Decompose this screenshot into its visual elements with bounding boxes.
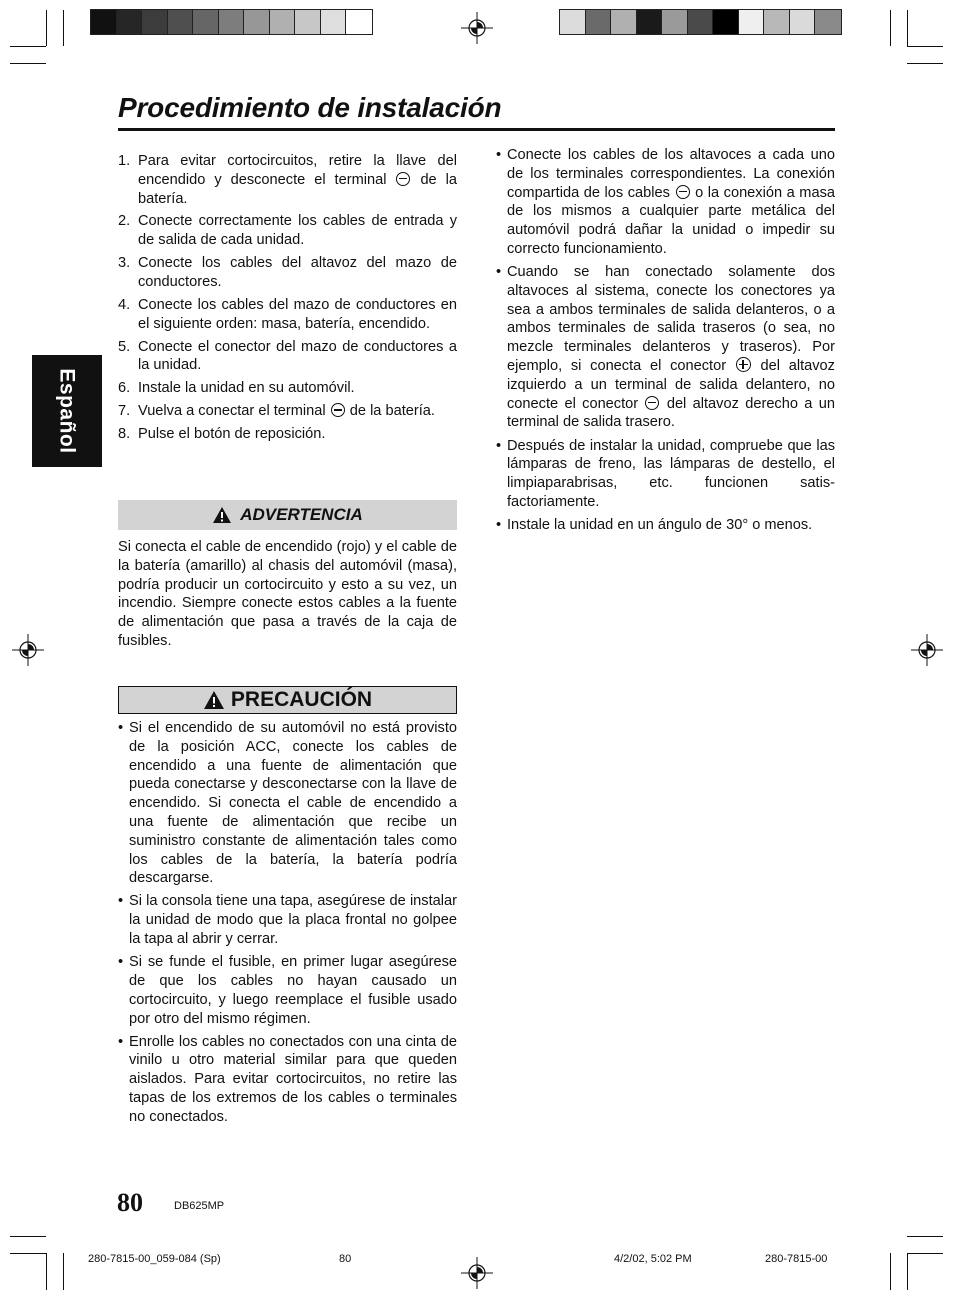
step-item xyxy=(118,212,457,250)
list-item-text: Después de instalar la unidad, compruebe que las lámparas de freno, las lámparas de destello, el limpiaparabrisas, etc. funcionen satis-factoriamente. xyxy=(507,437,835,510)
list-item-text: Si la consola tiene una tapa, asegúrese de instalar la unidad de modo que la placa frontal no golpee la tapa al abrir y cerrar. xyxy=(129,893,457,948)
list-item xyxy=(496,146,835,259)
list-item-text-part: o la conexión a masa de los mismos a cualquier parte metálica del automóvil podrá dañar la unidad o impedir su correcto funcionamiento. xyxy=(507,184,835,257)
minus-terminal-icon xyxy=(396,172,410,186)
list-item-text-part: Cuando se han conectado solamente dos altavoces al sistema, conecte los conectores ya sea a ambos terminales de salida delanteros, o a ambos terminales de salida traseros (o sea, no mezcle terminales delanteros y traseros). Por ejemplo, si conecta el conector xyxy=(507,264,835,375)
crop-mark xyxy=(890,10,891,46)
color-swatch xyxy=(168,10,194,34)
list-item xyxy=(118,719,457,888)
list-item xyxy=(496,437,835,512)
list-item xyxy=(496,516,835,535)
color-swatch xyxy=(244,10,270,34)
crop-mark xyxy=(10,1253,46,1254)
list-item-text xyxy=(507,146,835,259)
list-item xyxy=(496,263,835,432)
crop-mark xyxy=(907,46,943,47)
color-swatch xyxy=(790,10,816,34)
step-text xyxy=(138,402,457,421)
step-item xyxy=(118,254,457,292)
color-swatch xyxy=(295,10,321,34)
crop-mark xyxy=(46,10,47,46)
title-rule xyxy=(118,128,835,131)
crop-mark xyxy=(907,10,908,46)
step-number: 3. xyxy=(118,255,131,272)
footer-part-number: 280-7815-00 xyxy=(765,1253,828,1265)
crop-mark xyxy=(10,63,46,64)
footer-file-name: 280-7815-00_059-084 (Sp) xyxy=(88,1253,221,1265)
bullet: • xyxy=(118,954,124,971)
step-text: Conecte los cables del altavoz del mazo de conductores. xyxy=(138,255,457,290)
color-swatch xyxy=(713,10,739,34)
color-swatch xyxy=(321,10,347,34)
list-item xyxy=(118,953,457,1028)
color-swatch xyxy=(688,10,714,34)
crop-mark xyxy=(890,1253,891,1290)
color-swatch xyxy=(815,10,841,34)
color-swatch xyxy=(764,10,790,34)
color-calibration-bar-right xyxy=(559,9,842,35)
step-item xyxy=(118,425,457,444)
step-text: Conecte los cables del mazo de conductores en el siguiente orden: masa, batería, encendido. xyxy=(138,296,457,332)
step-text-pre: Para evitar cortocircuitos, retire la llave del encendido y desconecte el terminal xyxy=(138,153,457,188)
registration-mark-icon xyxy=(461,12,493,44)
step-text: Conecte correctamente los cables de entrada y de salida de cada unidad. xyxy=(138,213,457,249)
color-swatch xyxy=(560,10,586,34)
precaucion-header xyxy=(118,686,457,714)
bullet: • xyxy=(118,893,124,910)
color-swatch xyxy=(346,10,372,34)
minus-terminal-icon xyxy=(676,185,690,199)
crop-mark xyxy=(63,10,64,46)
crop-mark xyxy=(907,1253,943,1254)
registration-mark-icon xyxy=(461,1257,493,1289)
color-swatch xyxy=(219,10,245,34)
minus-terminal-icon xyxy=(331,403,345,417)
color-swatch xyxy=(91,10,117,34)
precaucion-list xyxy=(118,719,457,1131)
list-item-text-part: Conecte los cables de los altavoces a cada uno de los terminales correspondientes. La conexión compartida de los cables xyxy=(507,147,835,201)
color-swatch xyxy=(611,10,637,34)
color-calibration-bar-left xyxy=(90,9,373,35)
registration-mark-icon xyxy=(911,634,943,666)
step-number: 1. xyxy=(118,153,131,169)
bullet: • xyxy=(118,1033,124,1050)
plus-terminal-icon xyxy=(736,357,751,372)
warning-icon xyxy=(212,506,232,524)
list-item-text xyxy=(507,263,835,432)
bullet: • xyxy=(496,264,502,281)
color-swatch xyxy=(142,10,168,34)
advertencia-header xyxy=(118,500,457,530)
step-text: Pulse el botón de reposición. xyxy=(138,426,326,443)
color-swatch xyxy=(117,10,143,34)
step-item xyxy=(118,152,457,208)
step-number: 8. xyxy=(118,426,131,443)
precaucion-label: PRECAUCIÓN xyxy=(230,688,373,711)
color-swatch xyxy=(662,10,688,34)
minus-terminal-icon xyxy=(645,396,659,410)
list-item xyxy=(118,1033,457,1127)
step-item xyxy=(118,338,457,376)
color-swatch xyxy=(739,10,765,34)
list-item-text-part: del altavoz izquierdo a un terminal de salida delantero, no conecte el conector xyxy=(507,358,835,412)
bullet: • xyxy=(496,147,502,163)
page-title: Procedimiento de instalación xyxy=(118,92,502,123)
step-number: 4. xyxy=(118,296,131,313)
step-text: Conecte el conector del mazo de conductores a la unidad. xyxy=(138,338,457,374)
step-text-post: de la batería. xyxy=(138,171,458,207)
step-number: 2. xyxy=(118,213,131,230)
crop-mark xyxy=(907,63,943,64)
step-item xyxy=(118,402,457,421)
footer-date: 4/2/02, 5:02 PM xyxy=(614,1253,692,1265)
bullet: • xyxy=(496,437,502,454)
list-item-text: Instale la unidad en un ángulo de 30° o menos. xyxy=(507,517,813,534)
advertencia-text: Si conecta el cable de encendido (rojo) y el cable de la batería (amarillo) al chasis del automóvil (masa), podría producir un cortocircuito y esto a su vez, un incendio. Siempre conecte estos cables a la fuente de alimentación que pasa a través de la caja de fusibles. xyxy=(118,539,457,649)
bullet: • xyxy=(118,720,124,736)
step-number: 5. xyxy=(118,338,131,355)
step-text-post: de la batería. xyxy=(349,403,435,420)
crop-mark xyxy=(907,1253,908,1290)
list-item-text-part: del altavoz derecho a un terminal de salida trasero. xyxy=(507,395,835,431)
footer-page: 80 xyxy=(339,1253,352,1265)
color-swatch xyxy=(193,10,219,34)
crop-mark xyxy=(10,46,46,47)
color-swatch xyxy=(270,10,296,34)
crop-mark xyxy=(10,1236,46,1237)
step-text xyxy=(138,152,457,208)
list-item-text: Si el encendido de su automóvil no está provisto de la posición ACC, conecte los cables de encendido a una fuente de alimentación que pueda conectarse y desconectarse con la llave de encendido. Si conecta el cable de encendido a una fuente de alimentación que recibe un suministro constante de alimentación tales como los cables de la batería, la batería podría descargarse. xyxy=(129,720,457,887)
speaker-notes-list xyxy=(496,146,835,539)
step-number: 7. xyxy=(118,403,131,420)
model-code: DB625MP xyxy=(174,1200,225,1212)
registration-mark-icon xyxy=(12,634,44,666)
list-item xyxy=(118,892,457,948)
step-text-pre: Vuelva a conectar el terminal xyxy=(138,403,326,420)
crop-mark xyxy=(46,1253,47,1290)
step-item xyxy=(118,379,457,398)
warning-icon xyxy=(203,690,225,710)
page-number: 80 xyxy=(117,1188,143,1217)
step-number: 6. xyxy=(118,380,131,397)
installation-steps xyxy=(118,152,457,448)
color-swatch xyxy=(586,10,612,34)
language-tab xyxy=(32,355,102,467)
step-item xyxy=(118,296,457,334)
list-item-text: Si se funde el fusible, en primer lugar asegúrese de que los cables no hayan causado un cortocircuito, y luego reemplace el fusible usado por otro del mismo régimen. xyxy=(129,954,457,1027)
bullet: • xyxy=(496,517,502,534)
advertencia-label: ADVERTENCIA xyxy=(240,505,363,524)
language-tab-label: Español xyxy=(56,368,79,454)
list-item-text: Enrolle los cables no conectados con una cinta de vinilo u otro material similar para que queden aislados. Para evitar cortocircuitos, no retire las tapas de los extremos de los cables o terminales no conectados. xyxy=(129,1033,457,1125)
color-swatch xyxy=(637,10,663,34)
step-text: Instale la unidad en su automóvil. xyxy=(138,380,355,397)
crop-mark xyxy=(63,1253,64,1290)
crop-mark xyxy=(907,1236,943,1237)
